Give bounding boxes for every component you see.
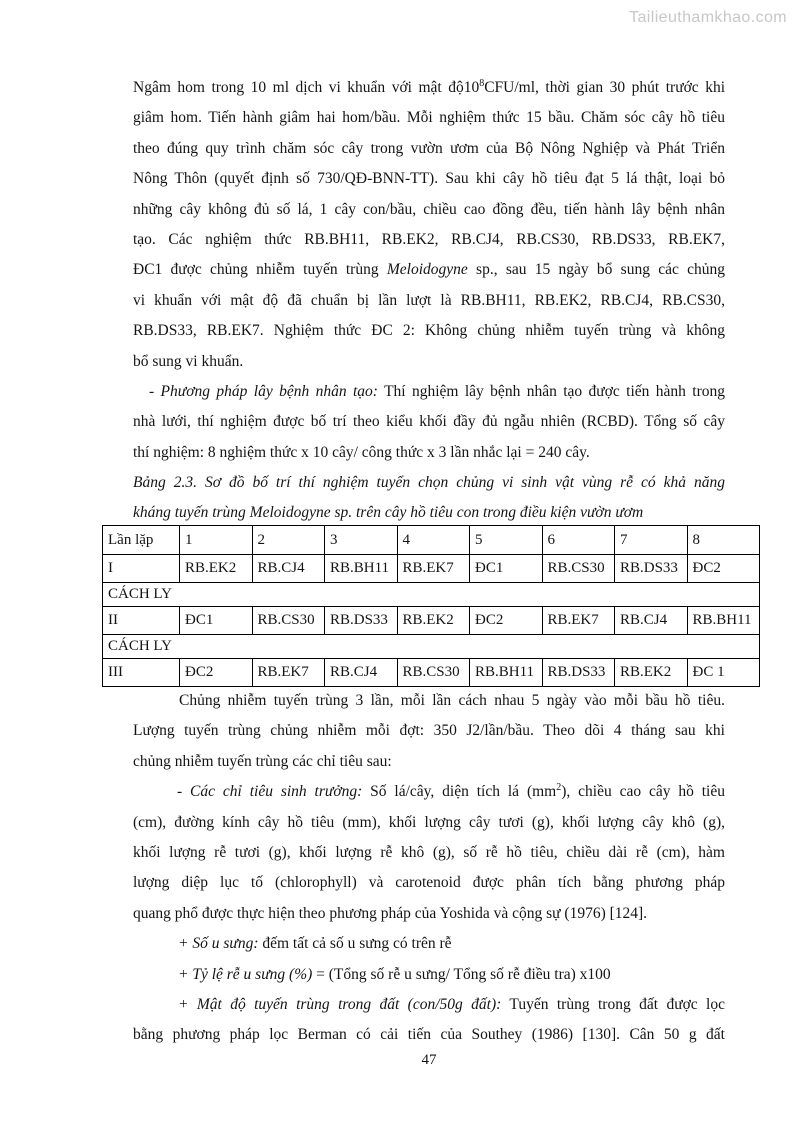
text-run: bằng phương pháp lọc Berman có cải tiến của Southey (1986) [130]. Cân 50 g đất	[133, 1026, 725, 1044]
text-run: Ngâm hom trong 10 ml dịch vi khuẩn với mật độ10	[133, 79, 480, 96]
table-cell: ĐC 1	[687, 659, 760, 687]
table-cell: RB.EK2	[397, 607, 470, 635]
text-line	[133, 438, 725, 468]
table-cell: 6	[542, 526, 615, 555]
text-run: Chủng nhiễm tuyến trùng 3 lần, mỗi lần cách nhau 5 ngày vào mỗi bầu hồ tiêu.	[179, 692, 725, 709]
text-run: đếm tất cả số u sưng có trên rễ	[258, 935, 452, 953]
table-cell: ĐC2	[687, 555, 760, 583]
table-header-row	[103, 526, 760, 555]
text-line	[133, 929, 725, 959]
text-run: bổ sung vi khuẩn.	[133, 352, 244, 370]
table-cell: RB.CS30	[542, 555, 615, 583]
text-line	[133, 716, 725, 746]
text-line	[133, 686, 725, 716]
table-row	[103, 555, 760, 583]
table-cell: 1	[180, 526, 253, 555]
text-run: giâm hom. Tiến hành giâm hai hom/bầu. Mỗi nghiệm thức 15 bầu. Chăm sóc cây hồ tiêu	[133, 109, 725, 127]
text-run: nhà lưới, thí nghiệm được bố trí theo kiểu khối đầy đủ ngẫu nhiên (RCBD). Tổng số cây	[133, 413, 725, 431]
table-cell: 7	[615, 526, 688, 555]
text-run: = (Tổng số rễ u sưng/ Tổng số rễ điều tra) x100	[312, 965, 611, 983]
experiment-layout-table	[102, 525, 760, 687]
table-cell: RB.CJ4	[252, 555, 325, 583]
table-cell: ĐC1	[470, 555, 543, 583]
text-run: sp., sau 15 ngày bổ sung các chủng	[467, 261, 725, 279]
text-run: tạo. Các nghiệm thức RB.BH11, RB.EK2, RB.CJ4, RB.CS30, RB.DS33, RB.EK7,	[133, 230, 725, 248]
table-cell: RB.CJ4	[615, 607, 688, 635]
table-cell: RB.CS30	[252, 607, 325, 635]
table-cell: 2	[252, 526, 325, 555]
table-cell: ĐC2	[180, 659, 253, 687]
table-cell: Lần lặp	[103, 526, 180, 555]
table-cell: III	[103, 659, 180, 687]
superscript: 8	[479, 77, 485, 89]
text-line	[133, 134, 725, 164]
table-cell: RB.EK7	[252, 659, 325, 687]
table-cell: RB.BH11	[325, 555, 398, 583]
paragraphs-before-table	[133, 73, 725, 529]
text-line	[133, 347, 725, 377]
table-isolation-row	[103, 583, 760, 607]
text-run: Thí nghiệm lây bệnh nhân tạo được tiến hành trong	[377, 382, 725, 400]
table-cell: ĐC2	[470, 607, 543, 635]
text-run: RB.DS33, RB.EK7. Nghiệm thức ĐC 2: Không chủng nhiễm tuyến trùng và không	[133, 322, 725, 340]
text-run: kháng tuyến trùng Meloidogyne sp. trên cây hồ tiêu con trong điều kiện vườn ươm	[133, 504, 644, 522]
text-run: - Các chỉ tiêu sinh trưởng:	[177, 783, 363, 801]
table-cell: RB.EK7	[542, 607, 615, 635]
table-row	[103, 659, 760, 687]
table-cell: 4	[397, 526, 470, 555]
text-line	[133, 1020, 725, 1050]
table-cell: 8	[687, 526, 760, 555]
text-run: Số lá/cây, diện tích lá (mm	[362, 783, 557, 801]
table-cell: RB.DS33	[542, 659, 615, 687]
text-run: CFU/ml, thời gian 30 phút trước khi	[484, 79, 725, 96]
text-run: + Số u sưng:	[178, 935, 259, 953]
text-line	[133, 808, 725, 838]
text-run: vi khuẩn với mật độ đã chuẩn bị lần lượt là RB.BH11, RB.EK2, RB.CJ4, RB.CS30,	[133, 291, 725, 309]
text-run: ĐC1 được chủng nhiễm tuyến trùng	[133, 261, 387, 279]
text-run: Meloidogyne	[386, 261, 468, 279]
text-run: + Mật độ tuyến trùng trong đất (con/50g đất):	[178, 995, 502, 1013]
text-line	[133, 868, 725, 898]
table-cell: RB.DS33	[325, 607, 398, 635]
page-number: 47	[421, 1052, 437, 1068]
text-run: lượng diệp lục tố (chlorophyll) và carotenoid được phân tích bằng phương pháp	[133, 874, 725, 892]
text-run: những cây không đủ số lá, 1 cây con/bầu, chiều cao đồng đều, tiến hành lây bệnh nhân	[133, 200, 725, 218]
text-run: quang phổ được thực hiện theo phương pháp của Yoshida và cộng sự (1976) [124].	[133, 904, 648, 922]
text-line	[133, 747, 725, 777]
text-run: thí nghiệm: 8 nghiệm thức x 10 cây/ công thức x 3 lần nhắc lại = 240 cây.	[133, 443, 590, 461]
table-cell: RB.EK2	[615, 659, 688, 687]
table-cell: ĐC1	[180, 607, 253, 635]
table-cell: I	[103, 555, 180, 583]
table-cell: RB.BH11	[470, 659, 543, 687]
text-line	[133, 838, 725, 868]
text-line	[133, 990, 725, 1020]
text-run: ), chiều cao cây hồ tiêu	[561, 783, 725, 801]
table-cell: II	[103, 607, 180, 635]
table-cell: RB.EK2	[180, 555, 253, 583]
superscript: 2	[556, 782, 562, 794]
text-line	[133, 255, 725, 285]
table-cell: RB.CJ4	[325, 659, 398, 687]
paragraphs-after-table	[133, 686, 725, 1051]
table-isolation-row	[103, 635, 760, 659]
text-line	[133, 73, 725, 103]
text-line	[133, 960, 725, 990]
text-line	[133, 777, 725, 807]
text-run: Tuyến trùng trong đất được lọc	[501, 995, 725, 1013]
text-line	[133, 899, 725, 929]
text-run: Bảng 2.3. Sơ đồ bố trí thí nghiệm tuyển chọn chủng vi sinh vật vùng rễ có khả năng	[133, 474, 725, 492]
table-cell: RB.CS30	[397, 659, 470, 687]
table-cell: RB.DS33	[615, 555, 688, 583]
text-line	[133, 195, 725, 225]
text-line	[133, 377, 725, 407]
text-line	[133, 468, 725, 498]
text-run: Lượng tuyến trùng chủng nhiễm mỗi đợt: 350 J2/lần/bầu. Theo dõi 4 tháng sau khi	[133, 722, 725, 740]
text-line	[133, 164, 725, 194]
text-run: chủng nhiễm tuyến trùng các chỉ tiêu sau:	[133, 752, 392, 770]
text-run: + Tỷ lệ rễ u sưng (%)	[178, 965, 313, 983]
text-line	[133, 225, 725, 255]
table-cell: 5	[470, 526, 543, 555]
table-row	[103, 607, 760, 635]
table-cell: CÁCH LY	[103, 583, 760, 607]
watermark: Tailieuthamkhao.com	[629, 9, 787, 26]
text-line	[133, 407, 725, 437]
table-cell: RB.EK7	[397, 555, 470, 583]
text-line	[133, 286, 725, 316]
text-run: (cm), đường kính cây hồ tiêu (mm), khối lượng cây tươi (g), khối lượng cây khô (g),	[133, 813, 725, 831]
text-line	[133, 103, 725, 133]
table-cell: 3	[325, 526, 398, 555]
text-run: - Phương pháp lây bệnh nhân tạo:	[149, 382, 378, 400]
text-run: khối lượng rễ tươi (g), khối lượng rễ khô (g), số rễ hồ tiêu, chiều dài rễ (cm), hàm	[133, 843, 725, 861]
text-run: Nông Thôn (quyết định số 730/QĐ-BNN-TT). Sau khi cây hồ tiêu đạt 5 lá thật, loại bỏ	[133, 170, 725, 188]
text-run: theo đúng quy trình chăm sóc cây trong vườn ươm của Bộ Nông Nghiệp và Phát Triển	[133, 139, 725, 157]
table-cell: CÁCH LY	[103, 635, 760, 659]
text-line	[133, 316, 725, 346]
table-cell: RB.BH11	[687, 607, 760, 635]
